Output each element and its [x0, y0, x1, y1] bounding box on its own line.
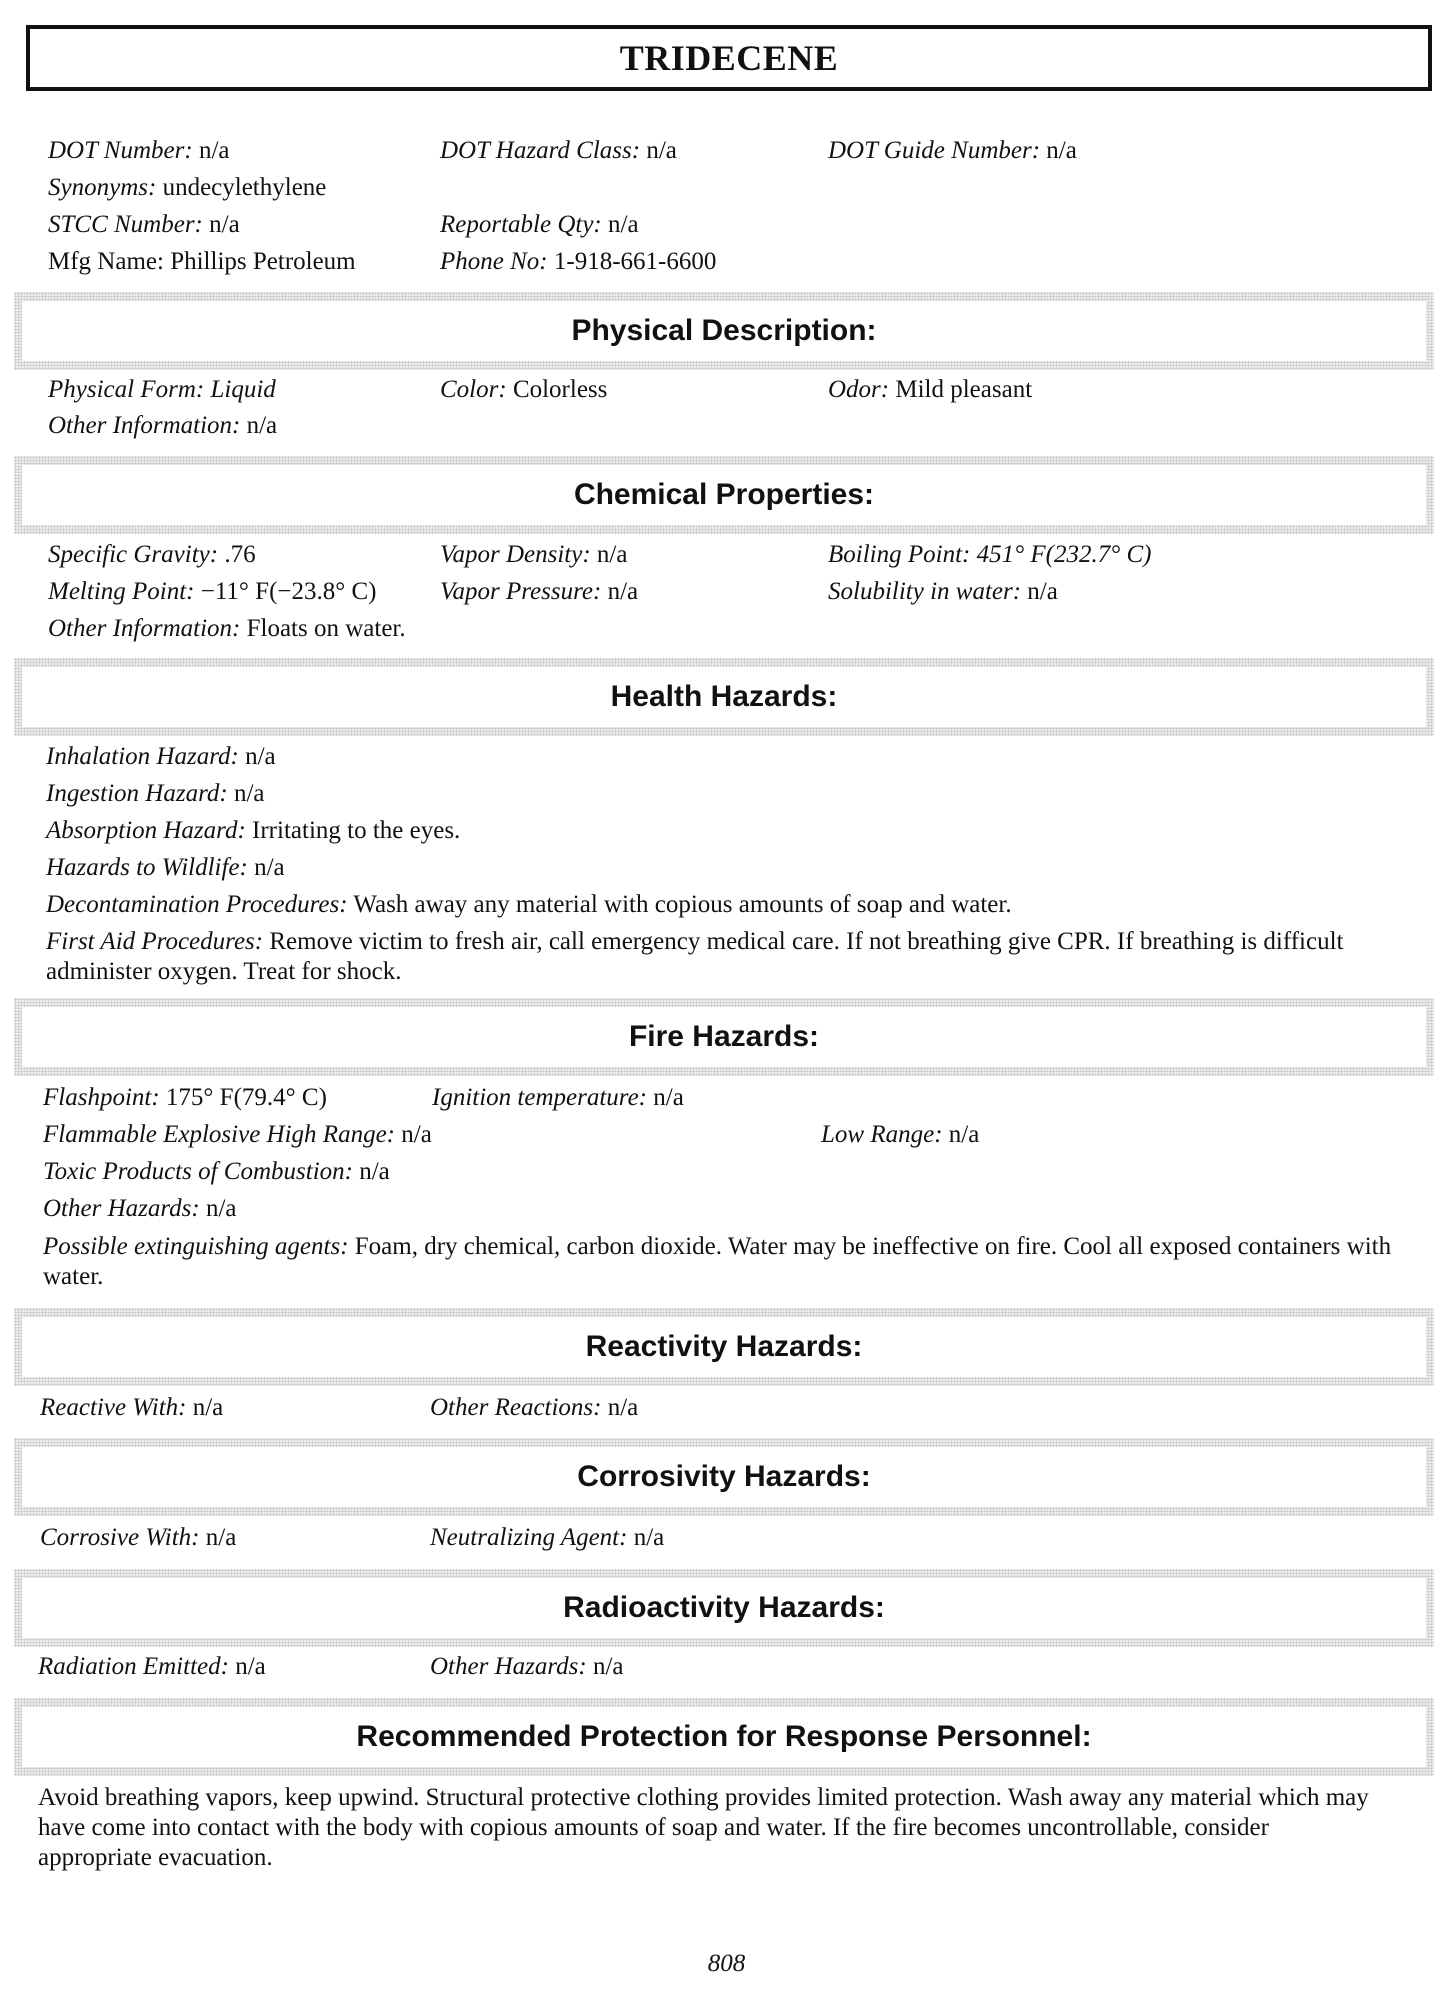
inhalation-label: Inhalation Hazard: — [46, 743, 239, 770]
fire-other-hazards-value: n/a — [205, 1195, 237, 1222]
radiation-emitted-value: n/a — [235, 1653, 266, 1680]
toxic-products-label: Toxic Products of Combustion: — [43, 1158, 353, 1185]
vapor-pressure-label: Vapor Pressure: — [440, 578, 602, 605]
protection-text: Avoid breathing vapors, keep upwind. Structural protective clothing provides limited protection. Wash away any material which may have come into contact with the body with copious amounts of soap and water. If the fire becomes uncontrollable, consider appropriate evacuation. — [38, 1784, 1369, 1871]
physical-form-label: Physical Form: — [48, 376, 205, 403]
decontamination-value: Wash away any material with copious amounts of soap and water. — [353, 891, 1012, 918]
toxic-products-field — [43, 1157, 390, 1187]
corrosive-with-field — [40, 1523, 236, 1553]
corrosivity-hazards-heading: Corrosivity Hazards: — [577, 1460, 871, 1493]
vapor-density-label: Vapor Density: — [440, 541, 591, 568]
reportable-qty-value: n/a — [608, 211, 639, 238]
absorption-value: Irritating to the eyes. — [252, 817, 461, 844]
mfg-name-field — [48, 247, 356, 277]
ignition-value: n/a — [653, 1084, 684, 1111]
extinguishing-label: Possible extinguishing agents: — [43, 1233, 349, 1260]
reportable-qty-label: Reportable Qty: — [440, 211, 602, 238]
other-reactions-field — [430, 1393, 638, 1423]
physical-other-label: Other Information: — [48, 412, 241, 439]
phone-no-label: Phone No: — [440, 248, 548, 275]
stcc-number-label: STCC Number: — [48, 211, 203, 238]
solubility-label: Solubility in water: — [828, 578, 1022, 605]
vapor-density-value: n/a — [596, 541, 628, 568]
vapor-pressure-value: n/a — [607, 578, 639, 605]
inhalation-value: n/a — [245, 743, 276, 770]
wildlife-value: n/a — [254, 854, 285, 881]
extinguishing-value: Foam, dry chemical, carbon dioxide. Water may be ineffective on fire. Cool all exposed containers with water. — [43, 1233, 1392, 1290]
reportable-qty-field — [440, 210, 639, 240]
dot-number-label: DOT Number: — [48, 137, 193, 164]
radioactivity-hazards-heading: Radioactivity Hazards: — [563, 1591, 885, 1624]
low-range-field — [821, 1120, 979, 1150]
boiling-point-value: 451° F(232.7° C) — [976, 541, 1152, 568]
radioactivity-hazards-header — [14, 1569, 1434, 1647]
inhalation-field — [46, 742, 276, 772]
radioactivity-other-hazards-field — [430, 1652, 624, 1682]
dot-guide-number-field — [828, 136, 1077, 166]
reactivity-hazards-heading: Reactivity Hazards: — [585, 1330, 863, 1363]
neutralizing-agent-value: n/a — [633, 1524, 665, 1551]
decontamination-field — [46, 890, 1012, 920]
vapor-density-field — [440, 540, 627, 570]
mfg-name-value: Phillips Petroleum — [170, 248, 356, 275]
reactive-with-field — [40, 1393, 223, 1423]
flashpoint-field — [43, 1083, 327, 1113]
absorption-label: Absorption Hazard: — [46, 817, 246, 844]
flashpoint-label: Flashpoint: — [43, 1084, 160, 1111]
specific-gravity-label: Specific Gravity: — [48, 541, 219, 568]
wildlife-field — [46, 853, 285, 883]
decontamination-label: Decontamination Procedures: — [46, 891, 348, 918]
dot-number-field — [48, 136, 230, 166]
title-box — [26, 25, 1432, 91]
phone-no-value: 1-918-661-6600 — [553, 248, 717, 275]
fire-other-hazards-field — [43, 1194, 237, 1224]
radioactivity-other-hazards-label: Other Hazards: — [430, 1653, 587, 1680]
protection-header — [14, 1698, 1434, 1776]
specific-gravity-value: .76 — [224, 541, 256, 568]
solubility-value: n/a — [1027, 578, 1058, 605]
chemical-other-field — [48, 614, 406, 644]
radiation-emitted-label: Radiation Emitted: — [38, 1653, 229, 1680]
vapor-pressure-field — [440, 577, 638, 607]
corrosivity-hazards-header — [14, 1438, 1434, 1516]
page-number: 808 — [707, 1950, 746, 1977]
high-range-field — [43, 1120, 432, 1150]
physical-description-header — [14, 292, 1434, 370]
reactive-with-value: n/a — [192, 1394, 224, 1421]
fire-other-hazards-label: Other Hazards: — [43, 1195, 200, 1222]
fire-hazards-heading: Fire Hazards: — [628, 1020, 820, 1053]
fire-hazards-header — [14, 998, 1434, 1076]
color-label: Color: — [440, 376, 507, 403]
dot-hazard-class-value: n/a — [646, 137, 677, 164]
solubility-field — [828, 577, 1058, 607]
phone-no-field — [440, 247, 716, 277]
first-aid-field — [46, 927, 1416, 987]
odor-field — [828, 375, 1032, 405]
synonyms-label: Synonyms: — [48, 174, 157, 201]
stcc-number-field — [48, 210, 240, 240]
physical-other-field — [48, 411, 277, 441]
radioactivity-other-hazards-value: n/a — [592, 1653, 624, 1680]
toxic-products-value: n/a — [359, 1158, 390, 1185]
dot-guide-number-value: n/a — [1046, 137, 1077, 164]
other-reactions-label: Other Reactions: — [430, 1394, 602, 1421]
corrosive-with-label: Corrosive With: — [40, 1524, 200, 1551]
melting-point-field — [48, 577, 377, 607]
first-aid-value: Remove victim to fresh air, call emergency medical care. If not breathing give CPR. If breathing is difficult administer oxygen. Treat for shock. — [46, 928, 1344, 985]
stcc-number-value: n/a — [209, 211, 240, 238]
physical-description-heading: Physical Description: — [571, 314, 877, 347]
flashpoint-value: 175° F(79.4° C) — [165, 1084, 327, 1111]
first-aid-label: First Aid Procedures: — [46, 928, 264, 955]
synonyms-field — [48, 173, 326, 203]
neutralizing-agent-field — [430, 1523, 664, 1553]
chemical-properties-header — [14, 456, 1434, 534]
physical-form-value: Liquid — [210, 376, 276, 403]
reactivity-hazards-header — [14, 1308, 1434, 1386]
color-value: Colorless — [512, 376, 608, 403]
chemical-other-value: Floats on water. — [246, 615, 406, 642]
boiling-point-label: Boiling Point: — [828, 541, 971, 568]
high-range-value: n/a — [401, 1121, 432, 1148]
health-hazards-header — [14, 658, 1434, 736]
health-hazards-heading: Health Hazards: — [610, 680, 838, 713]
physical-other-value: n/a — [246, 412, 278, 439]
physical-form-field — [48, 375, 276, 405]
ignition-field — [432, 1083, 684, 1113]
dot-guide-number-label: DOT Guide Number: — [828, 137, 1041, 164]
reactive-with-label: Reactive With: — [40, 1394, 187, 1421]
other-reactions-value: n/a — [607, 1394, 639, 1421]
specific-gravity-field — [48, 540, 256, 570]
high-range-label: Flammable Explosive High Range: — [43, 1121, 395, 1148]
ingestion-field — [46, 779, 265, 809]
chemical-other-label: Other Information: — [48, 615, 241, 642]
low-range-value: n/a — [948, 1121, 980, 1148]
absorption-field — [46, 816, 460, 846]
color-field — [440, 375, 607, 405]
boiling-point-field — [828, 540, 1151, 570]
ignition-label: Ignition temperature: — [432, 1084, 648, 1111]
radiation-emitted-field — [38, 1652, 266, 1682]
dot-hazard-class-field — [440, 136, 677, 166]
low-range-label: Low Range: — [821, 1121, 943, 1148]
corrosive-with-value: n/a — [205, 1524, 237, 1551]
melting-point-label: Melting Point: — [48, 578, 195, 605]
neutralizing-agent-label: Neutralizing Agent: — [430, 1524, 628, 1551]
dot-number-value: n/a — [198, 137, 230, 164]
mfg-name-label: Mfg Name: — [48, 248, 164, 275]
ingestion-value: n/a — [233, 780, 265, 807]
wildlife-label: Hazards to Wildlife: — [46, 854, 248, 881]
synonyms-value: undecylethylene — [162, 174, 327, 201]
ingestion-label: Ingestion Hazard: — [46, 780, 228, 807]
extinguishing-field — [43, 1232, 1418, 1292]
page-title: TRIDECENE — [619, 38, 839, 78]
dot-hazard-class-label: DOT Hazard Class: — [440, 137, 641, 164]
odor-value: Mild pleasant — [895, 376, 1033, 403]
melting-point-value: −11° F(−23.8° C) — [200, 578, 377, 605]
odor-label: Odor: — [828, 376, 890, 403]
chemical-properties-heading: Chemical Properties: — [573, 478, 875, 511]
protection-heading: Recommended Protection for Response Personnel: — [356, 1720, 1092, 1753]
